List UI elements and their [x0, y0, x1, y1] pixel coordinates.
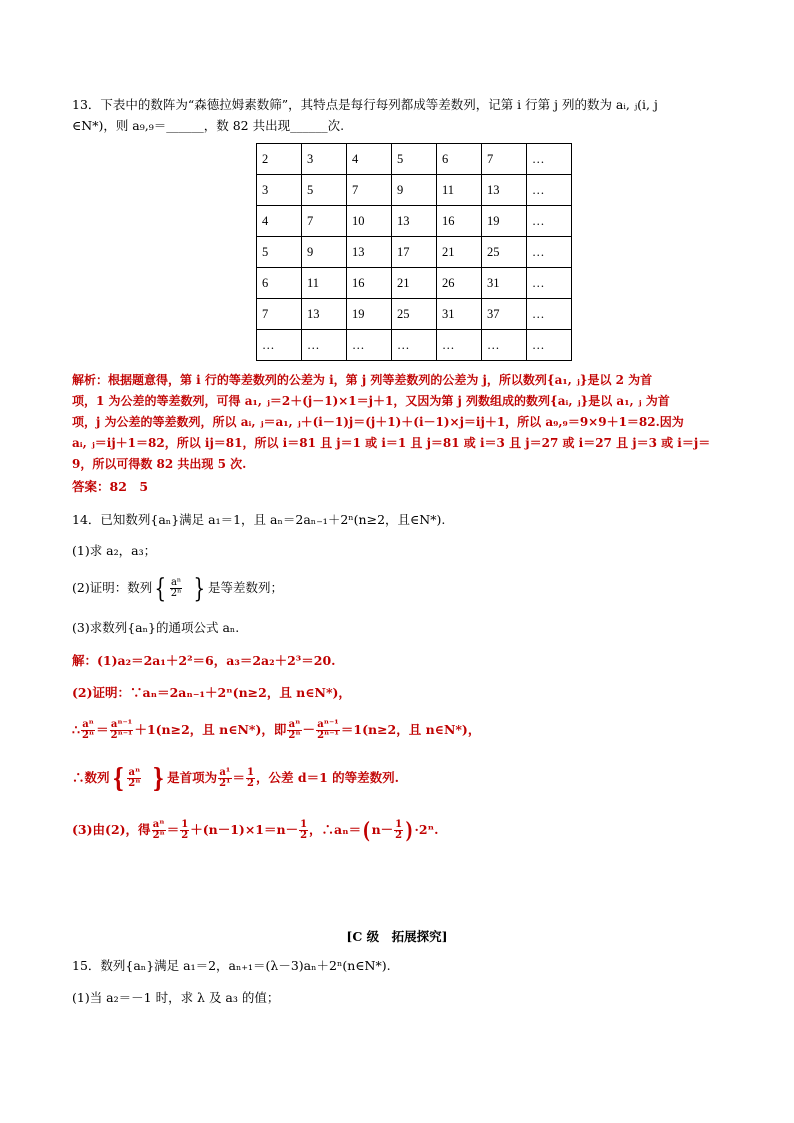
- q14-solution-5: (3)由(2)，得 $\frac{\text{aⁿ}}{\text{2ⁿ}}$ ＝ $\frac{1}{2}$ ＋(n－1)×1＝n－ $\frac{1}{2}$ ，∴aₙ＝( n－ $\frac{1}{2}$ ) ·2ⁿ.: [72, 817, 439, 844]
- table-row: [257, 206, 572, 237]
- table-cell: 6: [257, 268, 302, 299]
- table-cell: 3: [257, 175, 302, 206]
- table-cell: 11: [437, 175, 482, 206]
- q15-stem: 15．数列{aₙ}满足 a₁＝2，aₙ₊₁＝(λ－3)aₙ＋2ⁿ(n∈N*).: [72, 958, 391, 973]
- fraction-an-over-2n: $\frac{\text{aⁿ}}{\text{2ⁿ}}$: [288, 719, 301, 741]
- table-cell: …: [392, 330, 437, 361]
- table-row: [257, 330, 572, 361]
- table-row: [257, 268, 572, 299]
- fraction-an-over-2n: $\frac{\text{aⁿ}}{\text{2ⁿ}}$: [152, 819, 165, 841]
- table-cell: …: [482, 330, 527, 361]
- fraction-a1-over-21: $\frac{\text{a¹}}{\text{2¹}}$: [219, 767, 231, 789]
- table-cell: 21: [437, 237, 482, 268]
- table-cell: 4: [257, 206, 302, 237]
- left-paren-icon: (: [362, 817, 370, 844]
- table-cell: 7: [257, 299, 302, 330]
- fraction-an1-over-2n1: $\frac{\text{aⁿ⁻¹}}{\text{2ⁿ⁻¹}}$: [317, 719, 339, 741]
- table-cell: 7: [347, 175, 392, 206]
- q14-part2-post: 是等差数列；: [208, 580, 284, 595]
- table-cell: 7: [302, 206, 347, 237]
- table-cell: 17: [392, 237, 437, 268]
- section-heading: [C 级 拓展探究]: [346, 929, 448, 944]
- table-cell: 31: [437, 299, 482, 330]
- fraction-one-half: $\frac{1}{2}$: [395, 819, 403, 841]
- fraction-one-half: $\frac{1}{2}$: [300, 819, 308, 841]
- table-cell: 37: [482, 299, 527, 330]
- q14-solution-2: (2)证明：∵aₙ＝2aₙ₋₁＋2ⁿ(n≥2，且 n∈N*)，: [72, 685, 351, 700]
- table-cell: …: [527, 299, 572, 330]
- table-cell: 13: [482, 175, 527, 206]
- q14-part2: [72, 574, 283, 602]
- table-cell: 10: [347, 206, 392, 237]
- table-cell: 31: [482, 268, 527, 299]
- fraction-an-over-2n: $\frac{\text{aⁿ}}{\text{2ⁿ}}$: [81, 719, 95, 741]
- table-cell: 25: [482, 237, 527, 268]
- q13-answer: [72, 478, 148, 496]
- q14-part1: (1)求 a₂，a₃；: [72, 543, 157, 558]
- left-brace-icon: {: [112, 763, 124, 794]
- left-brace-icon: {: [154, 573, 167, 604]
- answer-value: 82 5: [109, 479, 149, 494]
- table-cell: …: [527, 144, 572, 175]
- table-cell: …: [527, 175, 572, 206]
- fraction-an1-over-2n1: $\frac{\text{aⁿ⁻¹}}{\text{2ⁿ⁻¹}}$: [110, 719, 133, 741]
- q13-stem-line2: ∈N*)，则 a₉,₉＝______，数 82 共出现______次.: [72, 118, 345, 133]
- table-cell: 5: [392, 144, 437, 175]
- answer-label: 答案：: [72, 479, 110, 494]
- table-cell: 21: [392, 268, 437, 299]
- table-cell: …: [437, 330, 482, 361]
- table-row: [257, 237, 572, 268]
- q15-part1: (1)当 a₂＝－1 时，求 λ 及 a₃ 的值；: [72, 990, 280, 1005]
- q14-stem: 14．已知数列{aₙ}满足 a₁＝1，且 aₙ＝2aₙ₋₁＋2ⁿ(n≥2，且∈N*).: [72, 512, 446, 527]
- q14-solution-1: 解：(1)a₂＝2a₁＋2²＝6，a₃＝2a₂＋2³＝20.: [72, 653, 336, 668]
- q13-solution-line2: 项，1 为公差的等差数列，可得 a₁, ⱼ＝2＋(j－1)×1＝j＋1，又因为第 j 列数组成的数列{aᵢ, ⱼ}是以 a₁, ⱼ 为首: [72, 394, 670, 408]
- table-cell: 25: [392, 299, 437, 330]
- q13-solution-line5: 9，所以可得数 82 共出现 5 次.: [72, 457, 247, 471]
- q13-stem-line1: 13．下表中的数阵为“森德拉姆素数筛”，其特点是每行每列都成等差数列，记第 i 行第 j 列的数为 aᵢ, ⱼ(i, j: [72, 97, 658, 112]
- q14-part3: (3)求数列{aₙ}的通项公式 aₙ.: [72, 620, 240, 635]
- table-row: [257, 299, 572, 330]
- fraction-one-half: $\frac{1}{2}$: [181, 819, 189, 841]
- table-cell: 19: [347, 299, 392, 330]
- table-cell: …: [257, 330, 302, 361]
- table-cell: 5: [302, 175, 347, 206]
- table-cell: 2: [257, 144, 302, 175]
- table-cell: …: [527, 268, 572, 299]
- table-cell: 7: [482, 144, 527, 175]
- table-cell: 6: [437, 144, 482, 175]
- table-cell: 19: [482, 206, 527, 237]
- q14-solution-3: ∴ $\frac{\text{aⁿ}}{\text{2ⁿ}}$ ＝ $\frac{\text{aⁿ⁻¹}}{\text{2ⁿ⁻¹}}$ ＋1(n≥2，且 n∈N*)，即 $\frac{\text{aⁿ}}{\text{2ⁿ}}$ － $\frac{\text{aⁿ⁻¹}}{\text{2ⁿ⁻¹}}$ ＝1(n≥2，且 n∈N*)，: [72, 719, 481, 741]
- table-cell: 16: [347, 268, 392, 299]
- fraction-an-over-2n: $\frac{\text{aⁿ}}{\text{2ⁿ}}$: [170, 577, 182, 599]
- table-cell: …: [527, 237, 572, 268]
- table-cell: …: [527, 206, 572, 237]
- fraction-an-over-2n: $\frac{\text{aⁿ}}{\text{2ⁿ}}$: [128, 767, 141, 789]
- table-row: [257, 175, 572, 206]
- table-cell: 9: [392, 175, 437, 206]
- sieve-table: [256, 143, 572, 361]
- right-brace-icon: }: [193, 573, 206, 604]
- table-cell: 13: [302, 299, 347, 330]
- table-cell: …: [347, 330, 392, 361]
- right-brace-icon: }: [152, 763, 165, 794]
- table-cell: 13: [392, 206, 437, 237]
- table-cell: …: [527, 330, 572, 361]
- q13-solution-line1: 解析：根据题意得，第 i 行的等差数列的公差为 i，第 j 列等差数列的公差为 j，所以数列{a₁, ⱼ}是以 2 为首: [72, 373, 653, 387]
- table-cell: 11: [302, 268, 347, 299]
- fraction-one-half: $\frac{1}{2}$: [247, 767, 254, 789]
- right-paren-icon: ): [405, 817, 413, 844]
- table-cell: 5: [257, 237, 302, 268]
- table-row: [257, 144, 572, 175]
- q13-solution-line3: 项，j 为公差的等差数列，所以 aᵢ, ⱼ＝a₁, ⱼ＋(i－1)j＝(j＋1)＋(i－1)×j＝ij＋1，所以 a₉,₉＝9×9＋1＝82.因为: [72, 415, 684, 429]
- table-cell: 3: [302, 144, 347, 175]
- table-cell: 16: [437, 206, 482, 237]
- table-cell: 26: [437, 268, 482, 299]
- table-cell: 13: [347, 237, 392, 268]
- q14-solution-4: ∴数列{ $\frac{\text{aⁿ}}{\text{2ⁿ}}$ } 是首项为 $\frac{\text{a¹}}{\text{2¹}}$ ＝ $\frac{1}{2}$ ，公差 d＝1 的等差数列.: [72, 763, 399, 794]
- q14-part2-pre: (2)证明：数列: [72, 580, 153, 595]
- table-cell: 4: [347, 144, 392, 175]
- table-cell: 9: [302, 237, 347, 268]
- q13-solution-line4: aᵢ, ⱼ＝ij＋1＝82，所以 ij＝81，所以 i＝81 且 j＝1 或 i＝1 且 j＝81 或 i＝3 且 j＝27 或 i＝27 且 j＝3 或 i＝j＝: [72, 436, 711, 450]
- table-cell: …: [302, 330, 347, 361]
